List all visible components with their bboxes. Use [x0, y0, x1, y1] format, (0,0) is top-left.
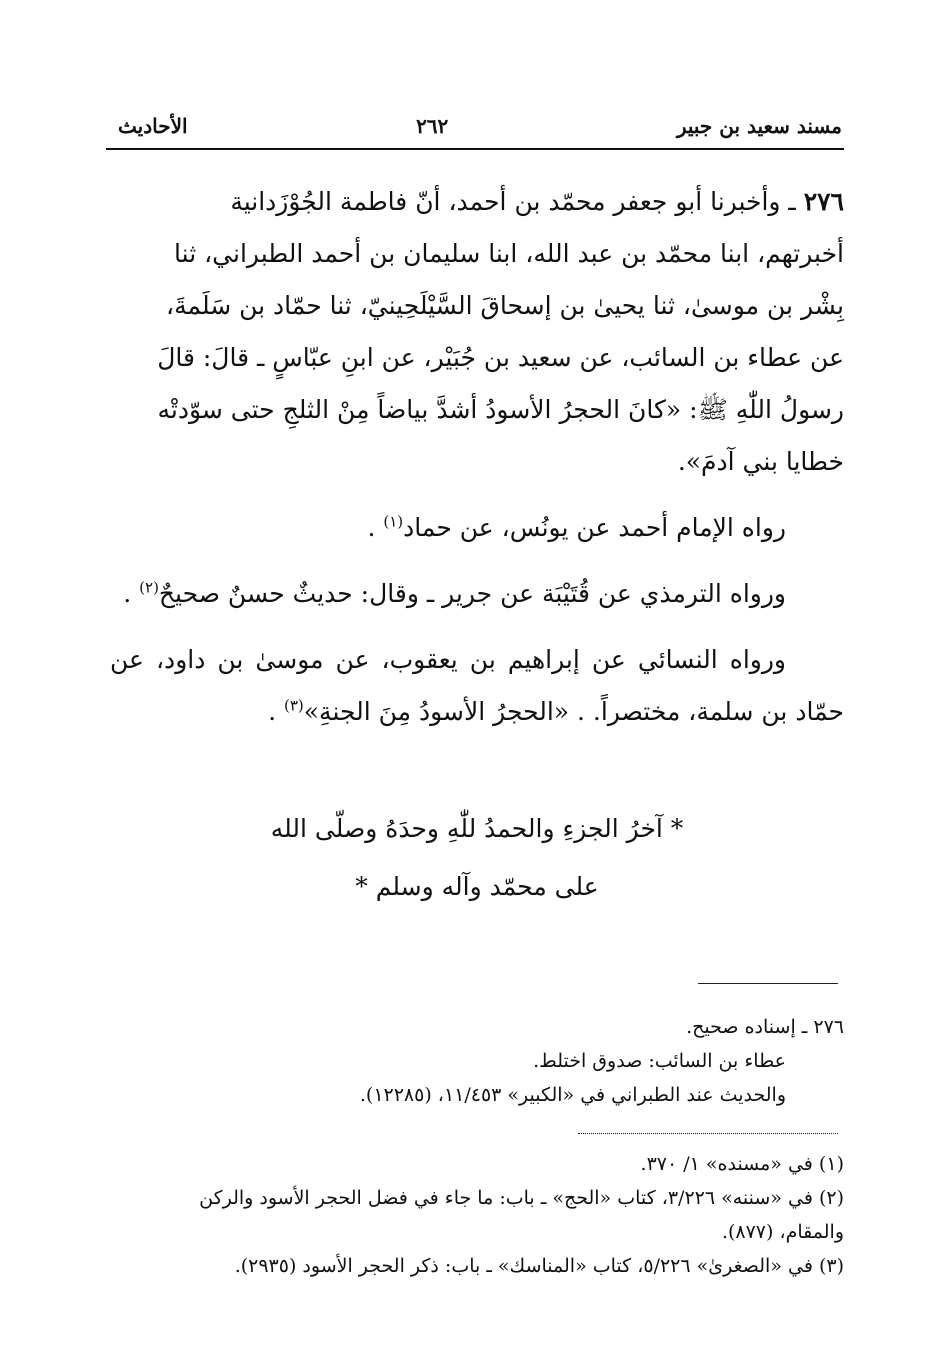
colophon: [110, 800, 844, 916]
footnotes: [110, 1147, 844, 1283]
footnote-ref-3: (٣): [283, 696, 304, 715]
header-divider: [106, 148, 844, 150]
narration-nasai: ورواه النسائي عن إبراهيم بن يعقوب، عن موسىٰ بن داود، عن حمّاد بن سلمة، مختصراً. . «الحجرُ الأسودُ مِنَ الجنةِ»$^{(٣)}$ .: [110, 645, 844, 726]
page-number: ٢٦٢: [416, 114, 449, 138]
hadith-line-1: ٢٧٦ ـ وأخبرنا أبو جعفر محمّد بن أحمد، أنّ فاطمة الجُوْزَدانية: [230, 187, 844, 216]
note-line-1: ٢٧٦ ـ إسناده صحيح.: [686, 1016, 844, 1038]
header-section-title: الأحاديث: [118, 114, 188, 138]
hadith-line-4: عن عطاء بن السائب، عن سعيد بن جُبَيْر، عن ابنِ عبّاسٍ ـ قالَ: قالَ: [157, 343, 844, 372]
hadith-line-6: خطايا بني آدمَ».: [677, 447, 844, 476]
footnote-ref-2: (٢): [139, 578, 159, 597]
hadith-line-5: رسولُ اللّٰهِ ﷺ: «كانَ الحجرُ الأسودُ أشدَّ بياضاً مِنْ الثلجِ حتى سوّدتْه: [157, 395, 844, 424]
notes-divider: [698, 983, 838, 984]
footnotes-divider: [578, 1133, 838, 1134]
running-header: [118, 108, 842, 144]
hadith-notes: [110, 1010, 844, 1112]
colophon-line-1: * آخرُ الجزءِ والحمدُ للّٰهِ وحدَهُ وصلّى الله: [270, 814, 684, 843]
hadith-line-2: أخبرتهم، ابنا محمّد بن عبد الله، ابنا سليمان بن أحمد الطبراني، ثنا: [174, 239, 844, 268]
narration-tirmidhi: ورواه الترمذي عن قُتَيْبَة عن جرير ـ وقال: حديثٌ حسنٌ صحيحٌ$^{(٢)}$ .: [123, 578, 786, 608]
footnote-ref-1: (١): [383, 512, 404, 531]
narration-ahmad: رواه الإمام أحمد عن يونُس، عن حماد$^{(١)}$ .: [367, 512, 786, 542]
footnote-2: (٢) في «سننه» ٣/٢٢٦، كتاب «الحج» ـ باب: ما جاء في فضل الحجر الأسود والركن: [199, 1187, 844, 1209]
footnote-1: (١) في «مسنده» ١/ ٣٧٠.: [640, 1153, 844, 1175]
hadith-number: ٢٧٦: [803, 187, 844, 216]
colophon-line-2: على محمّد وآله وسلم *: [355, 872, 599, 901]
footnote-2-continued: والمقام، (٨٧٧).: [721, 1221, 844, 1243]
main-text: [110, 176, 844, 738]
hadith-line-3: بِشْر بن موسىٰ، ثنا يحيىٰ بن إسحاقَ السَّيْلَحِينيّ، ثنا حمّاد بن سَلَمةَ،: [166, 291, 844, 320]
header-book-title: مسند سعيد بن جبير: [676, 114, 842, 138]
footnote-3: (٣) في «الصغرىٰ» ٥/٢٢٦، كتاب «المناسك» ـ باب: ذكر الحجر الأسود (٢٩٣٥).: [234, 1255, 844, 1277]
note-line-3: والحديث عند الطبراني في «الكبير» ١١/٤٥٣، (١٢٢٨٥).: [359, 1084, 786, 1106]
note-line-2: عطاء بن السائب: صدوق اختلط.: [533, 1050, 786, 1072]
